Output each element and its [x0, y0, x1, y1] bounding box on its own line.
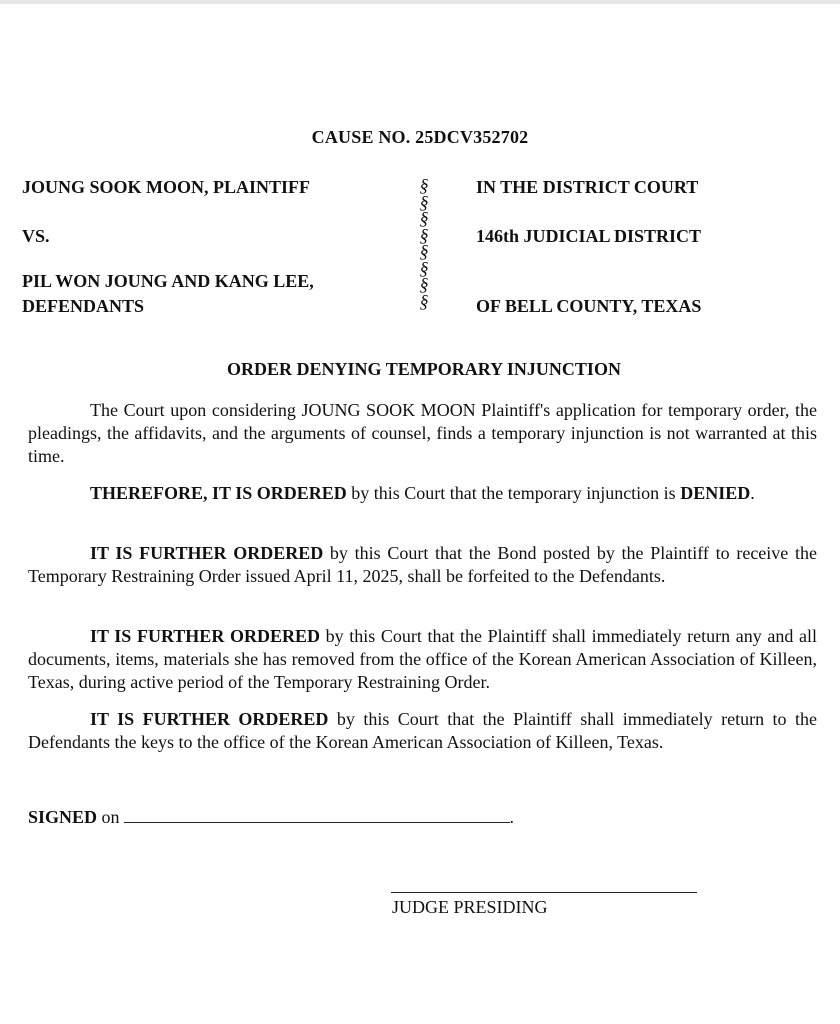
- paragraph-text: by this Court that the Bond posted by the Plaintiff to receive the Temporary Restraining Order issued April 11, 2025, shall be forfeited to the Defendants.: [28, 543, 817, 586]
- judge-presiding-label: JUDGE PRESIDING: [392, 897, 548, 917]
- judge-signature-line: [391, 892, 697, 893]
- paragraph-tail: .: [750, 483, 755, 503]
- order-paragraph-2: [28, 482, 817, 505]
- signature-date-line: [28, 804, 514, 828]
- signed-on-label: on: [97, 807, 120, 827]
- paragraph-text: by this Court that the Plaintiff shall immediately return any and all documents, items, materials she has removed from the office of the Korean American Association of Killeen, Texas, during active period of the Temporary Restraining Order.: [28, 626, 817, 692]
- section-symbol: §: [419, 274, 429, 294]
- defendants-line2: DEFENDANTS: [22, 296, 145, 316]
- paragraph-bold-lead: IT IS FURTHER ORDERED: [90, 543, 324, 563]
- signed-period: .: [509, 807, 515, 827]
- order-paragraph-3: [28, 542, 817, 588]
- order-title: ORDER DENYING TEMPORARY INJUNCTION: [227, 359, 621, 379]
- section-symbol-column: [414, 177, 434, 309]
- paragraph-bold-lead: IT IS FURTHER ORDERED: [90, 626, 320, 646]
- section-symbol: §: [419, 175, 429, 195]
- date-blank: [124, 804, 510, 823]
- plaintiff-name: JOUNG SOOK MOON, PLAINTIFF: [22, 177, 311, 197]
- section-symbol: §: [419, 224, 429, 245]
- paragraph-text: by this Court that the temporary injunction is: [346, 483, 681, 503]
- section-symbol: §: [419, 208, 429, 228]
- versus-label: VS.: [22, 226, 50, 246]
- paragraph-bold-tail: DENIED: [680, 483, 751, 503]
- court-name: IN THE DISTRICT COURT: [476, 177, 699, 197]
- section-symbol: §: [419, 257, 429, 278]
- cause-number: CAUSE NO. 25DCV352702: [311, 127, 529, 147]
- order-paragraph-1: [28, 399, 817, 467]
- signed-label: SIGNED: [28, 807, 98, 827]
- paragraph-bold-lead: IT IS FURTHER ORDERED: [90, 709, 329, 729]
- paragraph-text: The Court upon considering JOUNG SOOK MOON Plaintiff's application for temporary order, the pleadings, the affidavits, and the arguments of counsel, finds a temporary injunction is not warranted at this time.: [28, 400, 817, 466]
- paragraph-bold-lead: THEREFORE, IT IS ORDERED: [90, 483, 347, 503]
- paragraph-text: by this Court that the Plaintiff shall immediately return to the Defendants the keys to the office of the Korean American Association of Killeen, Texas.: [28, 709, 817, 752]
- section-symbol: §: [419, 241, 429, 261]
- defendants-line1: PIL WON JOUNG AND KANG LEE,: [22, 271, 314, 291]
- order-paragraph-4: [28, 625, 817, 693]
- section-symbol: §: [419, 191, 429, 212]
- county-state: OF BELL COUNTY, TEXAS: [476, 296, 702, 316]
- order-paragraph-5: [28, 708, 817, 754]
- judicial-district: 146th JUDICIAL DISTRICT: [476, 226, 702, 246]
- section-symbol: §: [419, 290, 429, 311]
